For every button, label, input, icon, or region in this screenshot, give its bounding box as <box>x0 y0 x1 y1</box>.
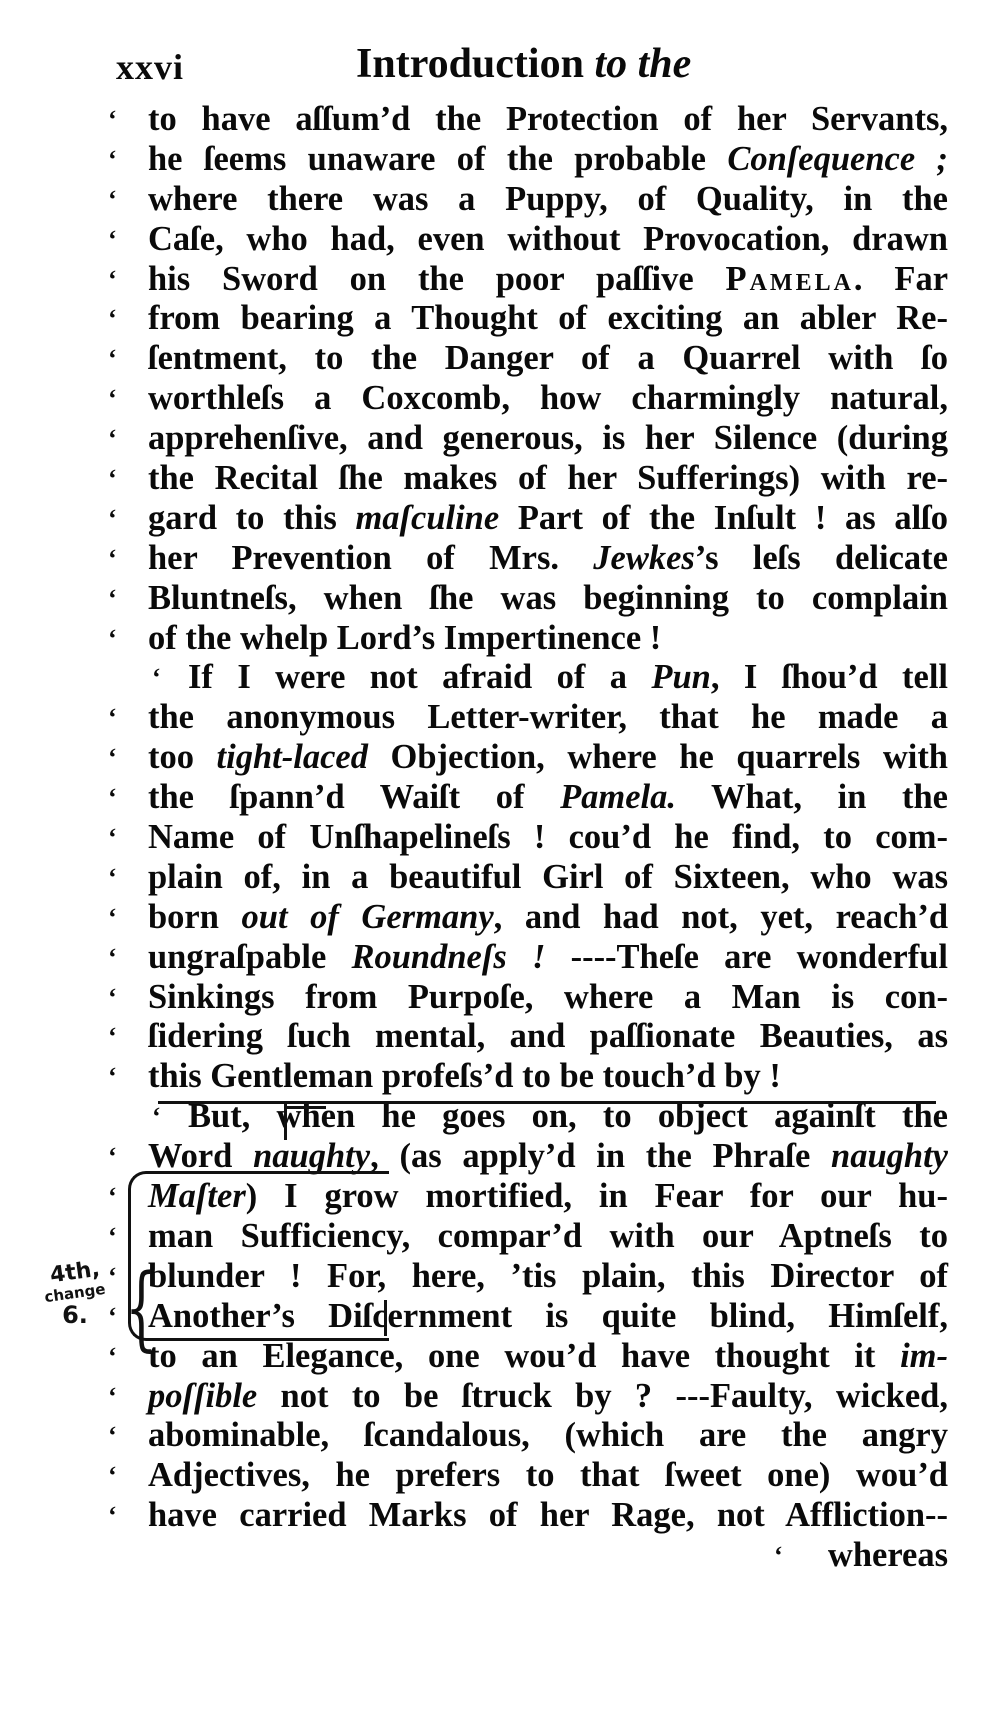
margin-note-line3: 6. <box>62 1301 88 1329</box>
text-run: he ſeems unaware of the probable <box>148 139 728 178</box>
text-run: too <box>148 738 217 777</box>
text-run: ) I grow mortified, in Fear for our hu- <box>245 1177 948 1216</box>
line-text <box>148 1496 948 1536</box>
quote-mark: ‘ <box>108 1461 117 1491</box>
quote-mark: ‘ <box>108 1182 117 1212</box>
line-text <box>148 858 948 898</box>
text-run: ----Theſe are wonderful <box>545 937 949 976</box>
text-line <box>108 459 948 499</box>
quote-mark: ‘ <box>108 144 117 174</box>
quote-mark: ‘ <box>108 1221 117 1251</box>
quote-mark: ‘ <box>108 1301 117 1331</box>
italic-text: im- <box>900 1336 948 1375</box>
text-run: Word <box>148 1137 254 1176</box>
line-text <box>148 220 948 260</box>
margin-note <box>30 1256 120 1329</box>
line-text <box>148 1337 948 1377</box>
text-line <box>108 1377 948 1417</box>
line-text <box>148 539 948 579</box>
text-line <box>108 579 948 619</box>
text-line <box>108 1057 948 1097</box>
italic-text: Pamela. <box>560 778 677 817</box>
quote-mark: ‘ <box>108 184 117 214</box>
line-text <box>148 898 948 938</box>
italic-text: out of Germany <box>241 897 494 936</box>
ink-bracket-elegance <box>384 1300 387 1336</box>
text-line <box>108 978 948 1018</box>
quote-mark: ‘ <box>108 1421 117 1451</box>
text-run: the Recital ſhe makes of her Sufferings) with re- <box>148 459 948 498</box>
quote-mark: ‘ <box>108 1341 117 1371</box>
text-line <box>108 1416 948 1456</box>
text-run: born <box>148 897 242 936</box>
text-line <box>108 1496 948 1536</box>
text-line <box>108 260 948 300</box>
ink-underline-naughty <box>158 1101 936 1104</box>
ink-line-master <box>286 1106 326 1109</box>
line-text <box>148 978 948 1018</box>
quote-mark: ‘ <box>108 105 117 134</box>
text-run: her Prevention of Mrs. <box>148 538 594 577</box>
text-run: What, in the <box>676 778 948 817</box>
quote-mark: ‘ <box>108 1501 117 1531</box>
ink-bracket-master <box>284 1104 287 1140</box>
quote-mark: ‘ <box>108 264 117 294</box>
text-run: to have aſſum’d the Protection of her Servants, <box>148 100 948 138</box>
text-line <box>108 100 948 140</box>
running-head-roman: Introduction <box>356 41 584 87</box>
text-run: Caſe, who had, even without Provocation, drawn <box>148 219 948 258</box>
margin-note-line2: change <box>43 1279 107 1307</box>
quote-mark: ‘ <box>108 623 117 653</box>
page-number: xxvi <box>116 47 185 87</box>
body-text <box>108 100 948 1576</box>
italic-text: maſculine <box>355 498 500 537</box>
quote-mark: ‘ <box>108 1261 117 1291</box>
text-line <box>108 1017 948 1057</box>
text-line <box>108 379 948 419</box>
text-run: Another’s Diſcernment is quite blind, Himſelf, <box>148 1296 948 1335</box>
text-line <box>108 1337 948 1377</box>
text-run: , I ſhou’d tell <box>710 658 948 697</box>
quote-mark: ‘ <box>108 982 117 1012</box>
curly-brace-mark: { <box>125 1254 158 1361</box>
line-text <box>148 1456 948 1496</box>
line-text <box>148 459 948 499</box>
text-run: whereas <box>827 1536 948 1575</box>
text-run: If I were not afraid of a <box>188 658 652 697</box>
text-run: from bearing a Thought of exciting an abler Re- <box>148 299 948 338</box>
italic-text: Pun <box>651 658 711 697</box>
quote-mark: ‘ <box>108 1142 117 1172</box>
line-text <box>148 778 948 818</box>
text-line <box>108 140 948 180</box>
text-line <box>108 818 948 858</box>
line-text <box>148 619 948 659</box>
running-head <box>356 40 691 88</box>
quote-mark: ‘ <box>774 1541 783 1571</box>
italic-text: Jewkes <box>593 538 695 577</box>
text-line <box>108 938 948 978</box>
line-text <box>148 938 948 978</box>
line-text <box>148 339 948 379</box>
text-run: where there was a Puppy, of Quality, in the <box>148 179 948 218</box>
text-run: ’s leſs delicate <box>694 538 948 577</box>
text-line <box>108 738 948 778</box>
quote-mark: ‘ <box>108 902 117 932</box>
quote-mark: ‘ <box>108 783 117 813</box>
text-line <box>108 339 948 379</box>
quote-mark: ‘ <box>108 1381 117 1411</box>
text-run: his Sword on the poor paſſive <box>148 259 726 298</box>
line-text <box>148 738 948 778</box>
text-run: Adjectives, he prefers to that ſweet one) wou’d <box>148 1456 948 1495</box>
line-text <box>148 419 948 459</box>
line-text <box>148 579 948 619</box>
text-line <box>108 698 948 738</box>
line-text <box>148 1377 948 1417</box>
italic-text: Maſter <box>148 1177 246 1216</box>
text-run: worthleſs a Coxcomb, how charmingly natural, <box>148 379 948 418</box>
text-run: , and had not, yet, reach’d <box>493 897 949 936</box>
text-run: ſidering ſuch mental, and paſſionate Beauties, as <box>148 1017 948 1056</box>
catchword <box>108 1536 948 1576</box>
line-text <box>148 180 948 220</box>
text-run: ungraſpable <box>148 937 352 976</box>
quote-mark: ‘ <box>108 384 117 414</box>
text-run: to an Elegance, one wou’d have thought it <box>148 1336 901 1375</box>
text-run: of the whelp Lord’s Impertinence ! <box>148 618 662 657</box>
text-run: Sinkings from Purpoſe, where a Man is con- <box>148 977 948 1016</box>
page-header <box>116 40 936 100</box>
text-run: Objection, where he quarrels with <box>367 738 948 777</box>
quote-mark: ‘ <box>108 543 117 573</box>
quote-mark: ‘ <box>108 424 117 454</box>
text-run: But, when he goes on, to object againſt the <box>188 1097 948 1136</box>
text-run: ſentment, to the Danger of a Quarrel with ſo <box>148 339 948 378</box>
text-run: the ſpann’d Waiſt of <box>148 778 561 817</box>
text-line <box>108 1456 948 1496</box>
text-line <box>108 858 948 898</box>
text-run: blunder ! For, here, ’tis plain, this Director of <box>148 1256 948 1295</box>
text-run: gard to this <box>148 498 356 537</box>
line-text <box>148 260 948 300</box>
line-text <box>148 1416 948 1456</box>
text-run: this Gentleman profeſs’d to be touch’d by ! <box>148 1057 781 1096</box>
text-line <box>108 658 948 698</box>
italic-text: poſſible <box>148 1376 258 1415</box>
text-run: apprehenſive, and generous, is her Silence (during <box>148 419 948 458</box>
quote-mark: ‘ <box>152 663 161 693</box>
running-head-italic: to the <box>594 41 692 87</box>
text-run: Bluntneſs, when ſhe was beginning to complain <box>148 578 948 617</box>
small-caps-text: Pamela <box>725 259 854 298</box>
quote-mark: ‘ <box>108 464 117 494</box>
line-text <box>148 1536 948 1576</box>
quote-mark: ‘ <box>108 304 117 334</box>
text-run: have carried Marks of her Rage, not Affliction-- <box>148 1496 948 1535</box>
text-line <box>108 299 948 339</box>
quote-mark: ‘ <box>108 703 117 733</box>
ink-enclosure <box>128 1171 389 1341</box>
quote-mark: ‘ <box>108 1062 117 1092</box>
margin-note-line1: 4th, <box>48 1256 102 1289</box>
quote-mark: ‘ <box>108 823 117 853</box>
line-text <box>148 140 948 180</box>
italic-text: tight-laced <box>216 738 368 777</box>
line-text <box>148 818 948 858</box>
quote-mark: ‘ <box>108 344 117 374</box>
line-text <box>148 698 948 738</box>
line-text <box>148 1017 948 1057</box>
line-text <box>188 658 948 698</box>
text-line <box>108 180 948 220</box>
line-text <box>148 299 948 339</box>
text-run: man Sufficiency, compar’d with our Aptneſs to <box>148 1216 948 1255</box>
text-line <box>108 419 948 459</box>
text-run: , (as apply’d in the Phraſe <box>370 1137 832 1176</box>
text-run: not to be ſtruck by ? ---Faulty, wicked, <box>257 1376 948 1415</box>
line-text <box>148 379 948 419</box>
italic-text: Conſequence ; <box>727 139 948 178</box>
italic-text: naughty <box>831 1137 948 1176</box>
line-text <box>148 100 948 140</box>
text-run: Name of Unſhapelineſs ! cou’d he find, to com- <box>148 818 948 857</box>
italic-text: Roundneſs ! <box>351 937 546 976</box>
text-run: plain of, in a beautiful Girl of Sixteen, who was <box>148 857 948 896</box>
quote-mark: ‘ <box>108 743 117 773</box>
text-run: abominable, ſcandalous, (which are the angry <box>148 1416 948 1455</box>
quote-mark: ‘ <box>108 1022 117 1052</box>
text-run: Part of the Inſult ! as alſo <box>499 498 948 537</box>
text-run: the anonymous Letter-writer, that he made a <box>148 698 948 737</box>
quote-mark: ‘ <box>108 942 117 972</box>
quote-mark: ‘ <box>108 862 117 892</box>
text-line <box>108 778 948 818</box>
text-line <box>108 220 948 260</box>
line-text <box>148 1057 948 1097</box>
text-line <box>108 898 948 938</box>
line-text <box>148 499 948 539</box>
text-line <box>108 499 948 539</box>
quote-mark: ‘ <box>108 503 117 533</box>
italic-text: naughty <box>253 1137 371 1176</box>
quote-mark: ‘ <box>152 1102 161 1132</box>
quote-mark: ‘ <box>108 224 117 254</box>
text-line <box>108 619 948 659</box>
text-line <box>108 539 948 579</box>
quote-mark: ‘ <box>108 583 117 613</box>
text-run: . Far <box>853 259 949 298</box>
